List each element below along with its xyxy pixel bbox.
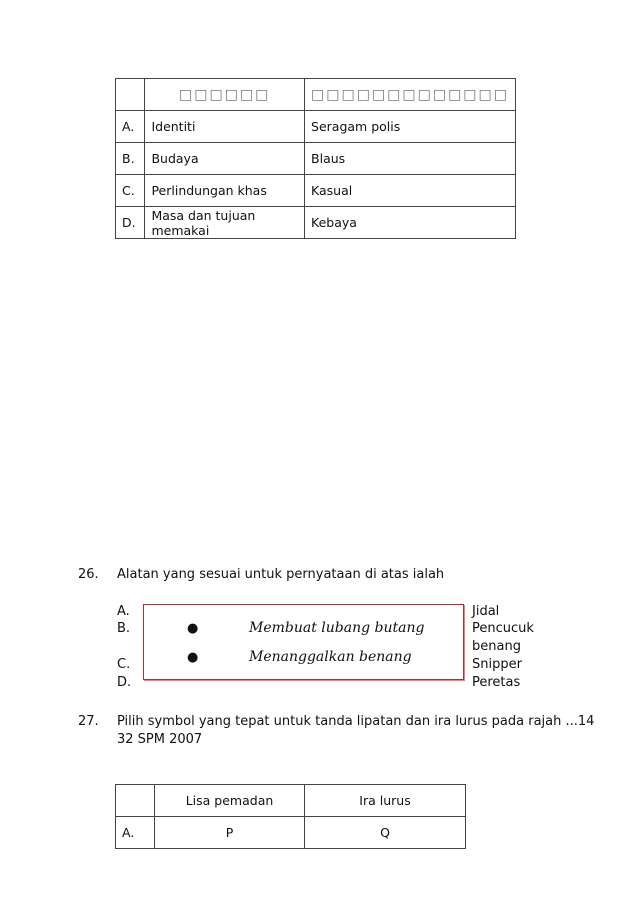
question-26-number: 26. [78,567,99,582]
table-2-header-row [116,785,466,817]
table-2 [115,784,466,849]
answer-d: Peretas [472,675,521,690]
table-cell: Seragam polis [305,111,516,143]
table-2-header-cell [116,785,155,817]
option-letter-b: B. [117,621,131,636]
table-cell: Q [305,817,466,849]
question-27-text: Pilih symbol yang tepat untuk tanda lipatan dan ira lurus pada rajah ...14 [117,714,595,729]
table-cell: Identiti [145,111,305,143]
answer-a: Jidal [472,604,500,619]
option-letter-d: D. [117,675,132,690]
bullet-icon: ● [187,621,199,636]
table-1-header-row [116,79,516,111]
table-1 [115,78,516,239]
table-cell: A. [116,817,155,849]
statement-box [143,604,464,680]
table-cell: C. [116,175,145,207]
table-cell: Kebaya [305,207,516,239]
table-cell: Perlindungan khas [145,175,305,207]
answer-b-line2: benang [472,639,521,654]
statement-1: Membuat lubang butang [249,620,425,636]
table-cell: D. [116,207,145,239]
table-1-header-cell: □□□□□□□□□□□□□ [305,79,516,111]
statement-2: Menanggalkan benang [249,649,412,665]
answer-c: Snipper [472,657,522,672]
table-row [116,207,516,239]
table-row [116,817,466,849]
option-letter-c: C. [117,657,131,672]
table-row [116,111,516,143]
table-cell: B. [116,143,145,175]
answer-b-line1: Pencucuk [472,621,534,636]
question-27-text-continued: 32 SPM 2007 [117,732,203,747]
table-cell: A. [116,111,145,143]
question-27-number: 27. [78,714,99,729]
option-letter-a: A. [117,604,130,619]
table-cell: Kasual [305,175,516,207]
table-cell: Masa dan tujuan memakai [145,207,305,239]
table-row [116,143,516,175]
table-1-header-cell: □□□□□□ [145,79,305,111]
table-2-header-cell: Ira lurus [305,785,466,817]
table-1-header-cell [116,79,145,111]
question-26-text: Alatan yang sesuai untuk pernyataan di atas ialah [117,567,445,582]
bullet-icon: ● [187,650,199,665]
table-row [116,175,516,207]
table-cell: Budaya [145,143,305,175]
table-cell: P [155,817,305,849]
table-2-header-cell: Lisa pemadan [155,785,305,817]
table-cell: Blaus [305,143,516,175]
